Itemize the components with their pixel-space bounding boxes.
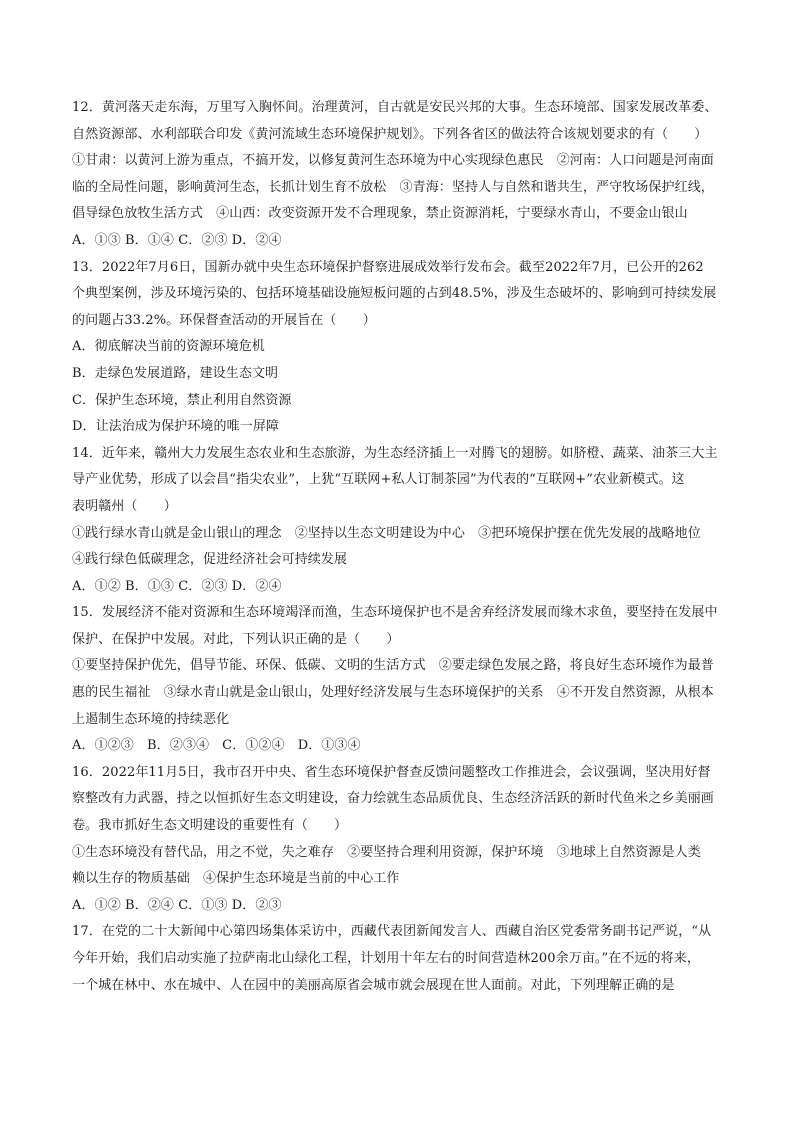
text-line: A．①② B．①③ C．②③ D．②④	[72, 578, 282, 594]
question-text-block	[72, 95, 732, 999]
text-line: ①践行绿水青山就是金山银山的理念 ②坚持以生态文明建设为中心 ③把环境保护摆在优先发展的战略地位	[72, 525, 701, 541]
text-line: A．①③ B．①④ C．②③ D．②④	[72, 232, 282, 248]
text-line: A．彻底解决当前的资源环境危机	[72, 339, 265, 355]
text-line: 一个城在林中、水在城中、人在园中的美丽高原省会城市就会展现在世人面前。对此，下列理解正确的是	[72, 977, 675, 993]
text-line: 的问题占33.2%。环保督查活动的开展旨在（ ）	[72, 312, 376, 328]
text-line: 上遏制生态环境的持续恶化	[72, 711, 230, 727]
text-line: ①生态环境没有替代品，用之不觉，失之难存 ②要坚持合理利用资源，保护环境 ③地球上自然资源是人类	[72, 844, 701, 860]
text-line: 14．近年来，赣州大力发展生态农业和生态旅游，为生态经济插上一对腾飞的翅膀。如脐橙、蔬菜、油茶三大主	[72, 445, 718, 461]
text-line: 13．2022年7月6日，国新办就中央生态环境保护督察进展成效举行发布会。截至2022年7月，已公开的262	[72, 259, 704, 275]
text-line: 惠的民生福祉 ③绿水青山就是金山银山，处理好经济发展与生态环境保护的关系 ④不开发自然资源，从根本	[72, 685, 714, 701]
text-line: C．保护生态环境，禁止利用自然资源	[72, 392, 292, 408]
text-line: 16．2022年11月5日，我市召开中央、省生态环境保护督查反馈问题整改工作推进会，会议强调，坚决用好督	[72, 764, 711, 780]
text-line: 17．在党的二十大新闻中心第四场集体采访中，西藏代表团新闻发言人、西藏自治区党委常务副书记严说，“从	[72, 924, 712, 940]
text-line: 赖以生存的物质基础 ④保护生态环境是当前的中心工作	[72, 871, 400, 887]
text-line: 表明赣州（ ）	[72, 498, 177, 514]
text-line: B．走绿色发展道路，建设生态文明	[72, 365, 279, 381]
text-line: 倡导绿色放牧生活方式 ④山西：改变资源开发不合理现象，禁止资源消耗，宁要绿水青山，不要金山银山	[72, 206, 688, 222]
text-line: 临的全局性问题，影响黄河生态，长抓计划生育不放松 ③青海：坚持人与自然和谐共生，严守牧场保护红线，	[72, 179, 714, 195]
text-line: A．①② B．②④ C．①③ D．②③	[72, 897, 282, 913]
text-line: A．①②③ B．②③④ C．①②④ D．①③④	[72, 738, 361, 754]
text-line: 个典型案例，涉及环境污染的、包括环境基础设施短板问题的占到48.5%，涉及生态破坏的、影响到可持续发展	[72, 286, 717, 302]
text-line: 今年开始，我们启动实施了拉萨南北山绿化工程，计划用十年左右的时间营造林200余万亩。”在不远的将来，	[72, 951, 700, 966]
text-line: 察整改有力武器，持之以恒抓好生态文明建设，奋力绘就生态品质优良、生态经济活跃的新时代鱼米之乡美丽画	[72, 791, 714, 807]
text-line: 15．发展经济不能对资源和生态环境竭泽而渔，生态环境保护也不是舍弃经济发展而缘木求鱼，要坚持在发展中	[72, 605, 718, 621]
text-line: D．让法治成为保护环境的唯一屏障	[72, 419, 280, 435]
text-line: 卷。我市抓好生态文明建设的重要性有（ ）	[72, 818, 348, 834]
text-line: 保护、在保护中发展。对此，下列认识正确的是（ ）	[72, 631, 400, 647]
text-line: ①甘肃：以黄河上游为重点，不搞开发，以修复黄河生态环境为中心实现绿色惠民 ②河南：人口问题是河南面	[72, 153, 714, 169]
text-line: 12．黄河落天走东海，万里写入胸怀间。治理黄河，自古就是安民兴邦的大事。生态环境部、国家发展改革委、	[72, 100, 718, 115]
text-line: 导产业优势，形成了以会昌“指尖农业”，上犹“互联网+私人订制茶园”为代表的“互联网+”农业新模式。这	[72, 472, 685, 488]
text-line: ①要坚持保护优先，倡导节能、环保、低碳、文明的生活方式 ②要走绿色发展之路，将良好生态环境作为最普	[72, 658, 714, 674]
text-line: 自然资源部、水利部联合印发《黄河流域生态环境保护规划》。下列各省区的做法符合该规划要求的有（ ）	[72, 126, 708, 142]
text-line: ④践行绿色低碳理念，促进经济社会可持续发展	[72, 552, 348, 568]
